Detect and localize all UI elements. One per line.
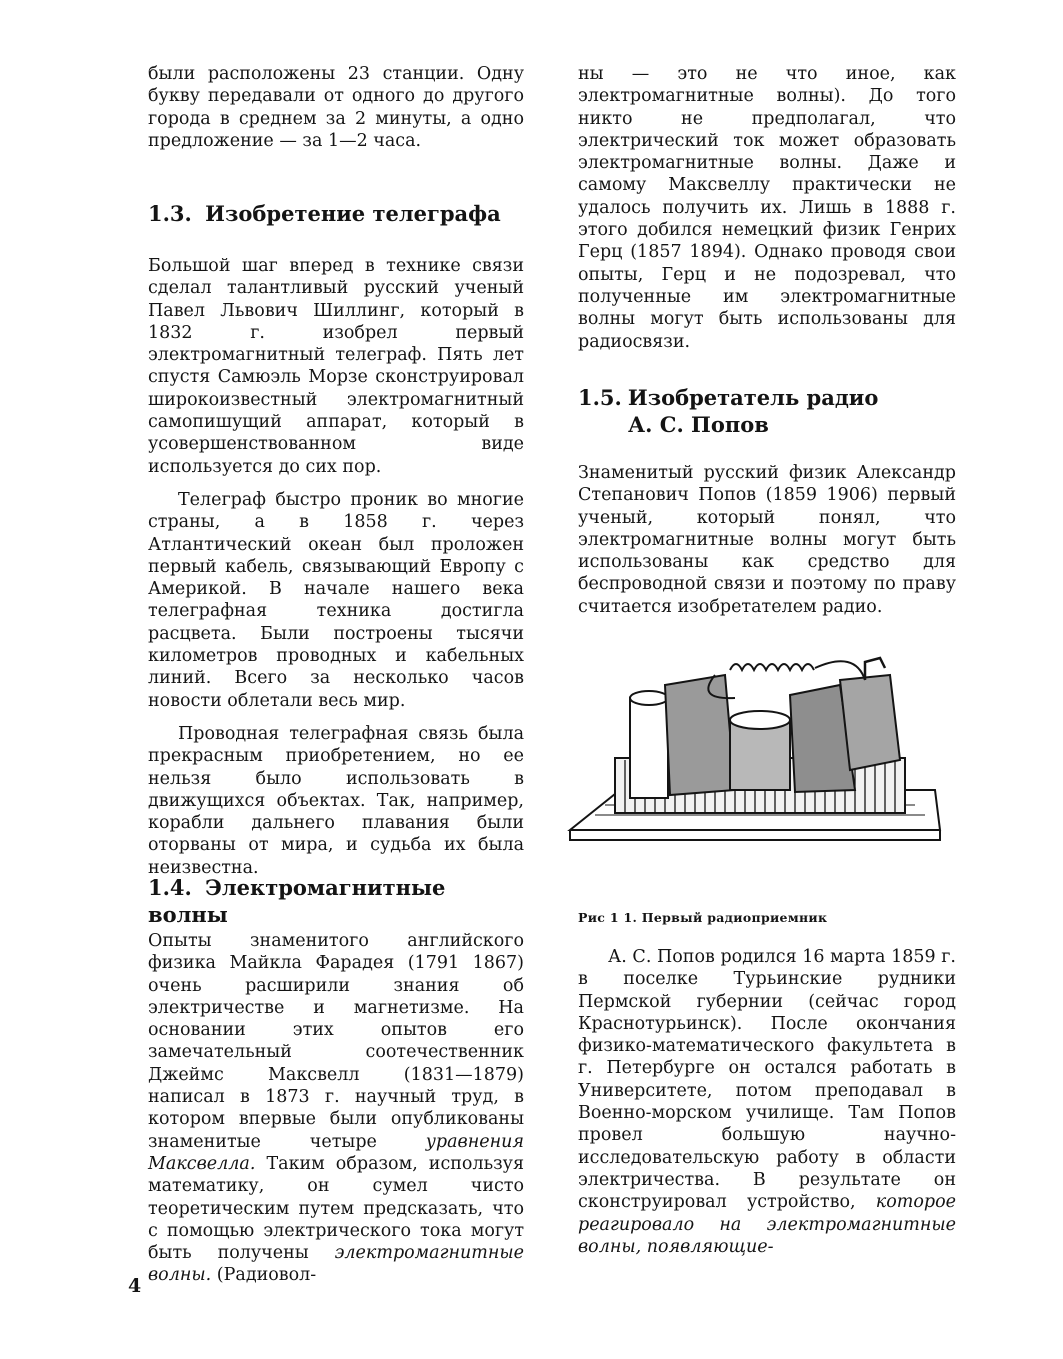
section-1-4-heading <box>148 874 524 928</box>
section-number: 1.3. <box>148 201 192 226</box>
radio-receiver-illustration <box>565 640 947 885</box>
section-title: Электромагнитные волны <box>148 875 446 927</box>
figure-caption: Рис 1 1. Первый радиоприемник <box>578 910 828 925</box>
paragraph: Проводная телеграфная связь была прекрасным приобретением, но ее нельзя было использовать в движущихся объектах. Так, например, корабли дальнего плавания были оторваны от мира, и судьба их была неизвестна. <box>148 723 524 878</box>
continued-paragraph: ны — это не что иное, как электромагнитные волны). До того никто не предполагал, что электрический ток может образовать электромагнитные волны. Даже и самому Максвеллу практически не удалось получить их. Лишь в 1888 г. этого добился немецкий физик Генрих Герц (1857 1894). Однако проводя свои опыты, Герц и не подозревал, что полученные им электромагнитные волны могут быть использованы для радиосвязи. <box>578 64 956 352</box>
section-1-3-body <box>148 255 524 879</box>
paragraph: Знаменитый русский физик Александр Степанович Попов (1859 1906) первый ученый, который понял, что электромагнитные волны могут быть использованы как средство для беспроводной связи и поэтому по праву считается изобретателем радио. <box>578 463 956 617</box>
paragraph: Телеграф быстро проник во многие страны, а в 1858 г. через Атлантический океан был проложен первый кабель, связывающий Европу с Америкой. В начале нашего века телеграфная техника достигла расцвета. Были построены тысячи километров проводных и кабельных линий. Всего за несколько часов новости облетали весь мир. <box>148 489 524 711</box>
section-title-line2: А. С. Попов <box>628 412 769 437</box>
paragraph: А. С. Попов родился 16 марта 1859 г. в поселке Турьинские рудники Пермской губернии (сейчас город Краснотурьинск). После окончания физико-математического факультета в г. Петербурге он остался работать в Университете, потом преподавал в Военно-морском училище. Там Попов провел большую научно-исследовательскую работу в области электричества. В результате он сконструировал устройство, которое реагировало на электромагнитные волны, появляющие- <box>578 947 956 1257</box>
section-1-5-body <box>578 462 956 618</box>
paragraph: Опыты знаменитого английского физика Майкла Фарадея (1791 1867) очень расширили знания об электричестве и магнетизме. На основании этих опытов его замечательный соотечественник Джеймс Максвелл (1831—1879) написал в 1873 г. научный труд, в котором впервые были опубликованы знаменитые четыре уравнения Максвелла. Таким образом, используя математику, он сумел чисто теоретическим путем предсказать, что с помощью электрического тока могут быть получены электромагнитные волны. (Радиовол- <box>148 931 524 1286</box>
section-number: 1.4. <box>148 875 192 900</box>
page-number: 4 <box>128 1275 142 1297</box>
section-1-5-body-continued <box>578 946 956 1258</box>
intro-paragraph: были расположены 23 станции. Одну букву передавали от одного до другого города в среднем за 2 минуты, а одно предложение — за 1—2 часа. <box>148 64 524 151</box>
section-1-5-heading <box>578 384 878 438</box>
section-1-4-body <box>148 930 524 1287</box>
paragraph: Большой шаг вперед в технике связи сделал талантливый русский ученый Павел Львович Шиллинг, который в 1832 г. изобрел первый электромагнитный телеграф. Пять лет спустя Самюэль Морзе сконструировал широкоизвестный электромагнитный самопишущий аппарат, который в усовершенствованном виде используется до сих пор. <box>148 256 524 477</box>
section-title: Изобретение телеграфа <box>205 201 501 226</box>
section-number: 1.5. <box>578 385 622 410</box>
section-1-3-heading <box>148 200 501 227</box>
section-title-line1: Изобретатель радио <box>627 385 879 410</box>
